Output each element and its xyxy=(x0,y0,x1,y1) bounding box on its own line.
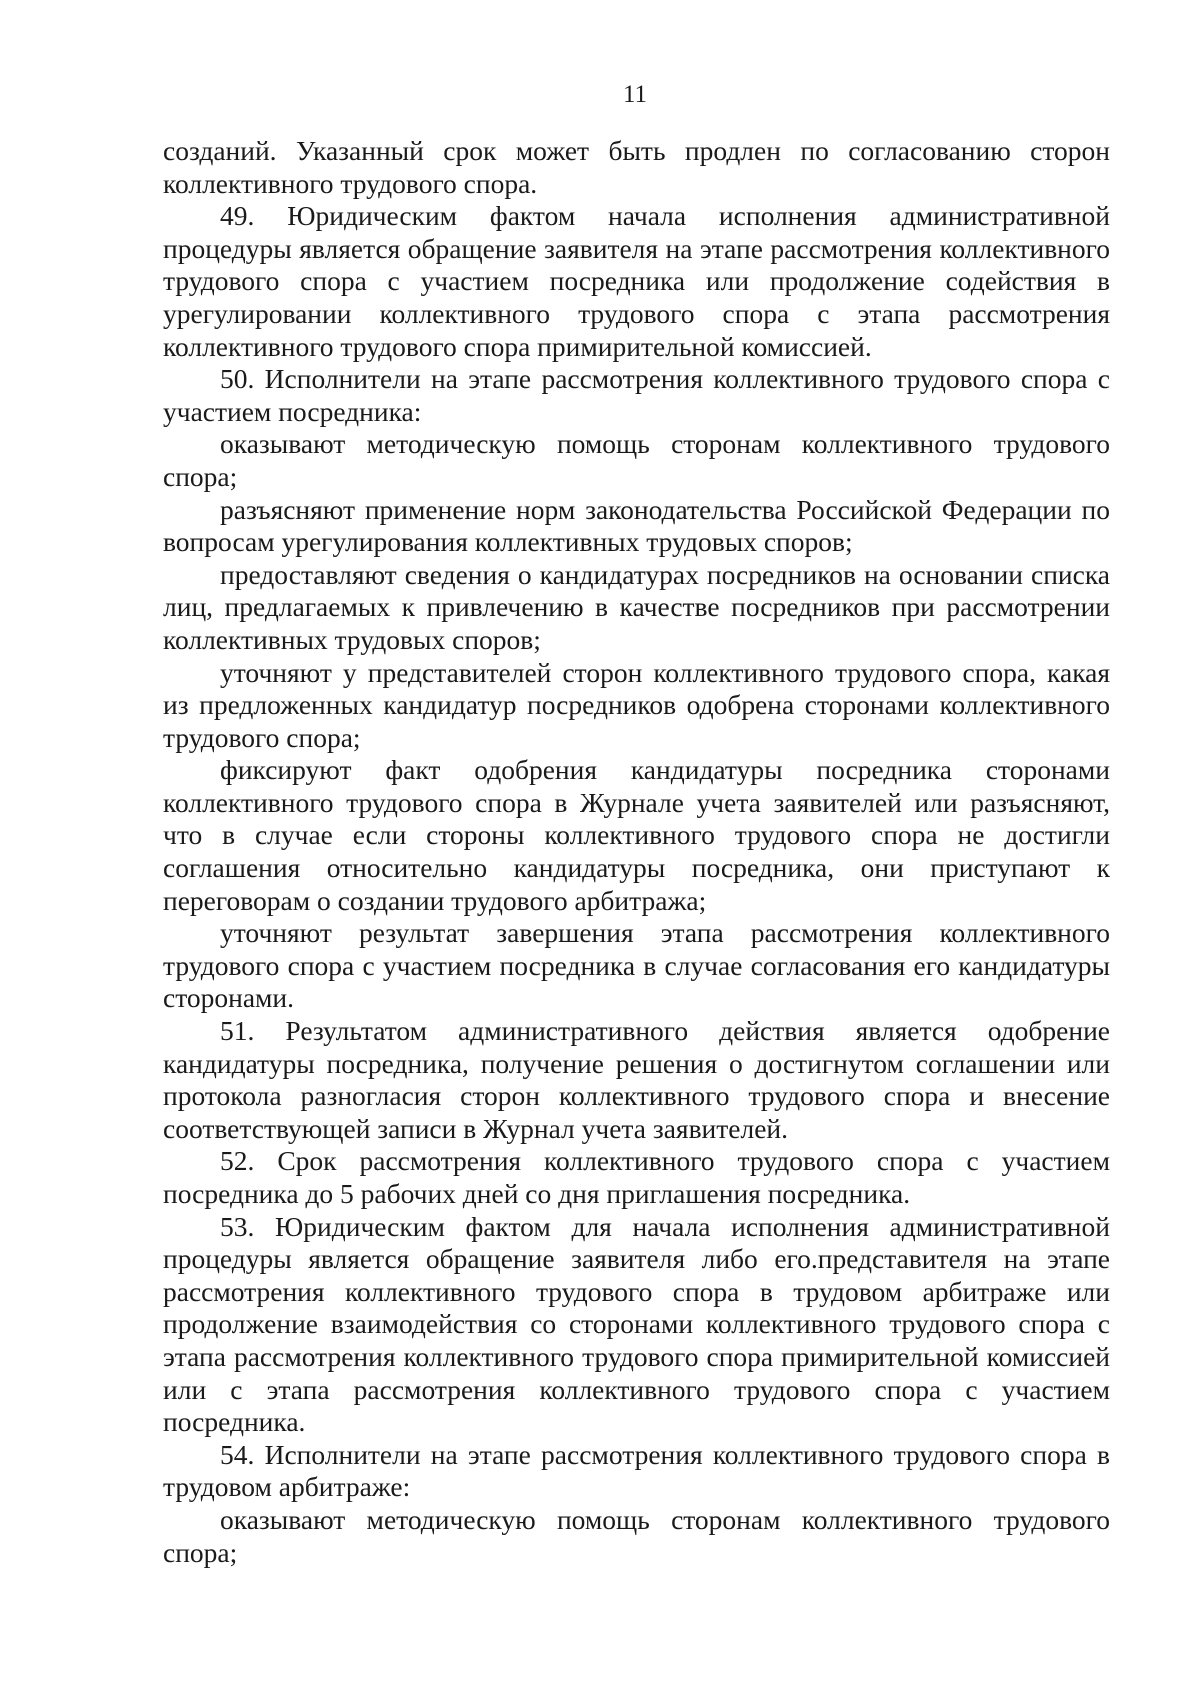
paragraph-53: 53. Юридическим фактом для начала исполнения административной процедуры является обращение заявителя либо его.представителя на этапе рассмотрения коллективного трудового спора в трудовом арбитраже или продолжение взаимодействия со сторонами коллективного трудового спора с этапа рассмотрения коллективного трудового спора примирительной комиссией или с этапа рассмотрения коллективного трудового спора с участием посредника. xyxy=(163,1210,1110,1438)
paragraph-continuation: созданий. Указанный срок может быть продлен по согласованию сторон коллективного трудового спора. xyxy=(163,135,1110,199)
paragraph-54-item-1: оказывают методическую помощь сторонам коллективного трудового спора; xyxy=(163,1503,1110,1568)
paragraph-50-item-1: оказывают методическую помощь сторонам коллективного трудового спора; xyxy=(163,428,1110,492)
paragraph-54: 54. Исполнители на этапе рассмотрения коллективного трудового спора в трудовом арбитраже: xyxy=(163,1438,1110,1503)
page-number: 11 xyxy=(622,81,648,108)
paragraph-50-item-4: уточняют у представителей сторон коллективного трудового спора, какая из предложенных кандидатур посредников одобрена сторонами коллективного трудового спора; xyxy=(163,656,1110,753)
paragraph-50-item-5: фиксируют факт одобрения кандидатуры посредника сторонами коллективного трудового спора в Журнале учета заявителей или разъясняют, что в случае если стороны коллективного трудового спора не достигли соглашения относительно кандидатуры посредника, они приступают к переговорам о создании трудового арбитража; xyxy=(163,754,1110,916)
paragraph-50: 50. Исполнители на этапе рассмотрения коллективного трудового спора с участием посредника: xyxy=(163,363,1110,427)
paragraph-51: 51. Результатом административного действия является одобрение кандидатуры посредника, получение решения о достигнутом соглашении или протокола разногласия сторон коллективного трудового спора и внесение соответствующей записи в Журнал учета заявителей. xyxy=(163,1015,1110,1144)
paragraph-52: 52. Срок рассмотрения коллективного трудового спора с участием посредника до 5 рабочих дней со дня приглашения посредника. xyxy=(163,1145,1110,1209)
document-body xyxy=(163,135,1110,1569)
paragraph-50-item-3: предоставляют сведения о кандидатурах посредников на основании списка лиц, предлагаемых к привлечению в качестве посредников при рассмотрении коллективных трудовых споров; xyxy=(163,558,1110,655)
paragraph-49: 49. Юридическим фактом начала исполнения административной процедуры является обращение заявителя на этапе рассмотрения коллективного трудового спора с участием посредника или продолжение содействия в урегулировании коллективного трудового спора с этапа рассмотрения коллективного трудового спора примирительной комиссией. xyxy=(163,200,1110,362)
paragraph-50-item-2: разъясняют применение норм законодательства Российской Федерации по вопросам урегулирования коллективных трудовых споров; xyxy=(163,493,1110,558)
paragraph-50-item-6: уточняют результат завершения этапа рассмотрения коллективного трудового спора с участием посредника в случае согласования его кандидатуры сторонами. xyxy=(163,917,1110,1014)
